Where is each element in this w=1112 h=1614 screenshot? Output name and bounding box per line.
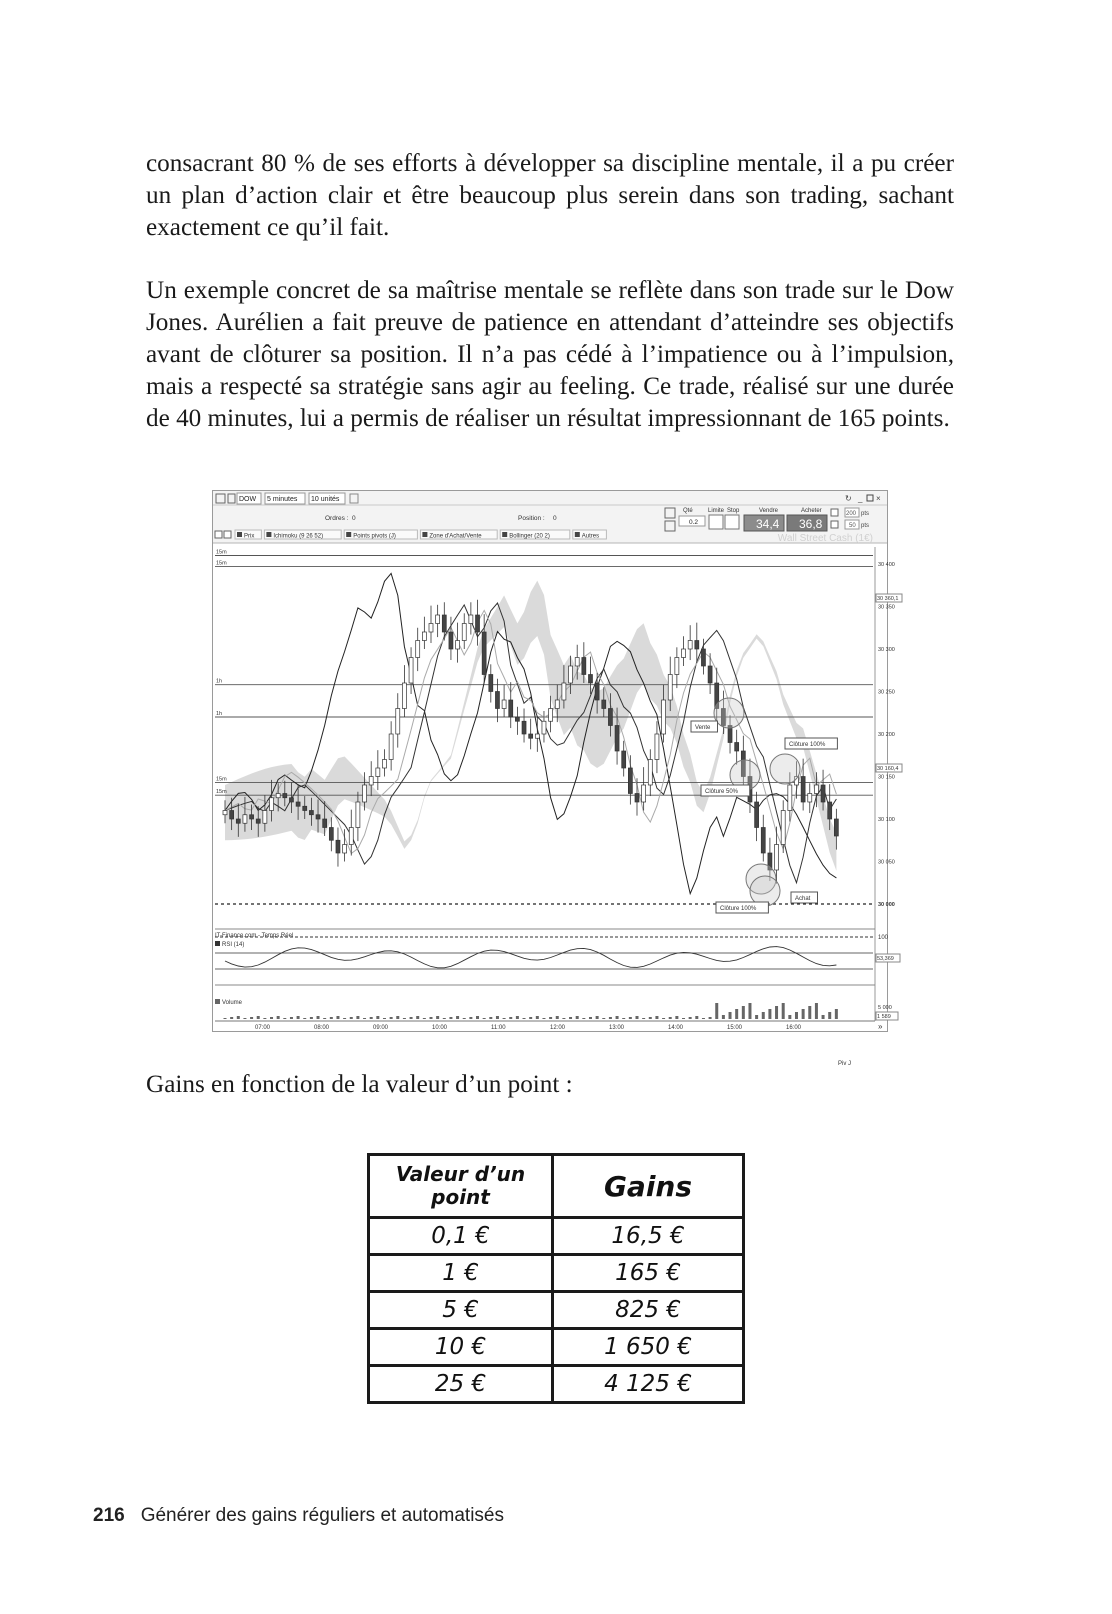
volume-bar bbox=[602, 1018, 605, 1019]
volume-bar bbox=[356, 1016, 359, 1019]
table-row bbox=[369, 1292, 744, 1329]
chart-watermark: Wall Street Cash (1€) bbox=[777, 533, 873, 544]
table-row bbox=[369, 1366, 744, 1403]
minimize-icon: _ bbox=[858, 494, 863, 503]
limit-button[interactable] bbox=[709, 515, 723, 529]
indicator-bar[interactable] bbox=[215, 530, 606, 540]
candle-body bbox=[535, 734, 539, 738]
stop-label: Stop bbox=[727, 508, 740, 514]
qty-value: 0.2 bbox=[689, 519, 699, 526]
candle-body bbox=[502, 700, 506, 709]
close-icon: × bbox=[876, 494, 881, 503]
candle-body bbox=[755, 802, 759, 828]
volume-bar bbox=[788, 1015, 791, 1019]
volume-bar bbox=[237, 1016, 240, 1019]
candle-body bbox=[283, 794, 287, 798]
candle-body bbox=[363, 785, 367, 802]
candle-body bbox=[243, 815, 247, 824]
cell-point-value: 0,1 € bbox=[369, 1218, 553, 1255]
volume-bar bbox=[496, 1016, 499, 1019]
buy-price: 36,8 bbox=[799, 517, 823, 531]
candle-body bbox=[635, 794, 639, 803]
candle-body bbox=[256, 819, 260, 823]
volume-bar bbox=[748, 1003, 751, 1019]
annotation-label: Clôture 100% bbox=[789, 742, 826, 748]
volume-bar bbox=[682, 1018, 685, 1019]
candle-body bbox=[263, 811, 267, 824]
x-tick-label: 12:00 bbox=[550, 1025, 566, 1031]
candle-body bbox=[701, 649, 705, 666]
x-tick-label: 16:00 bbox=[786, 1025, 802, 1031]
volume-value-tag: 1 589 bbox=[877, 1014, 891, 1020]
units-label: 10 unités bbox=[311, 496, 340, 503]
table-row bbox=[369, 1255, 744, 1292]
table-caption: Gains en fonction de la valeur d’un point : bbox=[146, 1071, 573, 1098]
y-tick-label: 30 200 bbox=[878, 732, 895, 738]
annotation-circle bbox=[714, 698, 744, 728]
volume-bar bbox=[224, 1018, 227, 1019]
candle-body bbox=[276, 794, 280, 798]
candle-body bbox=[482, 632, 486, 675]
indicator-swatch bbox=[422, 532, 427, 537]
indicator-label: Autres bbox=[581, 533, 600, 540]
cell-gains: 825 € bbox=[553, 1292, 744, 1329]
volume-bar bbox=[350, 1017, 353, 1019]
level-label: 15m bbox=[216, 549, 227, 556]
indicator-label: Prix bbox=[244, 533, 255, 540]
volume-bar bbox=[416, 1016, 419, 1019]
y-tick-label: 30 100 bbox=[878, 817, 895, 823]
limit-label: Limite bbox=[708, 508, 725, 514]
volume-bar bbox=[775, 1006, 778, 1019]
x-tick-label: 11:00 bbox=[491, 1025, 506, 1031]
candle-body bbox=[522, 721, 526, 734]
volume-bar bbox=[636, 1016, 639, 1019]
candle-body bbox=[509, 700, 513, 717]
candle-body bbox=[814, 785, 818, 794]
candle-body bbox=[396, 709, 400, 735]
candle-body bbox=[329, 828, 333, 841]
volume-bar bbox=[722, 1015, 725, 1019]
table-row bbox=[369, 1218, 744, 1255]
rsi-line bbox=[225, 947, 836, 968]
source-label: IT-Finance.com - Temps Réel bbox=[215, 933, 294, 939]
candle-body bbox=[655, 734, 659, 760]
volume-bar bbox=[436, 1016, 439, 1019]
volume-bar bbox=[430, 1017, 433, 1019]
volume-bar bbox=[729, 1012, 732, 1019]
candle-body bbox=[369, 777, 373, 786]
candle-body bbox=[316, 815, 320, 819]
trading-chart-screenshot bbox=[212, 490, 899, 1067]
volume-bar bbox=[310, 1017, 313, 1019]
indicator-swatch bbox=[266, 532, 271, 537]
candle-body bbox=[515, 717, 519, 721]
candle-body bbox=[675, 658, 679, 675]
add-indicator-icon bbox=[215, 531, 222, 538]
indicator-swatch bbox=[502, 532, 507, 537]
x-tick-label: 07:00 bbox=[255, 1025, 271, 1031]
volume-bar bbox=[449, 1017, 452, 1019]
cell-gains: 165 € bbox=[553, 1255, 744, 1292]
volume-bar bbox=[243, 1018, 246, 1019]
pts-value-1: 200 bbox=[846, 511, 857, 517]
annotation-circle bbox=[770, 754, 800, 784]
rsi-label: RSI (14) bbox=[222, 942, 245, 948]
volume-bar bbox=[456, 1016, 459, 1019]
volume-bar bbox=[523, 1018, 526, 1019]
volume-bar bbox=[263, 1018, 266, 1019]
candle-body bbox=[250, 815, 254, 819]
volume-bar bbox=[250, 1017, 253, 1019]
volume-bar bbox=[383, 1018, 386, 1019]
candle-body bbox=[542, 721, 546, 734]
orders-label: Ordres : bbox=[325, 515, 349, 522]
candle-body bbox=[323, 819, 327, 828]
volume-bar bbox=[396, 1016, 399, 1019]
volume-bar bbox=[336, 1016, 339, 1019]
candle-body bbox=[688, 641, 692, 650]
indicator-swatch bbox=[346, 532, 351, 537]
running-title: Générer des gains réguliers et automatisés bbox=[140, 1505, 505, 1526]
rsi-tick: 100 bbox=[878, 935, 889, 941]
candle-body bbox=[569, 666, 573, 683]
candle-body bbox=[456, 641, 460, 650]
candle-body bbox=[449, 632, 453, 649]
table-row bbox=[369, 1329, 744, 1366]
cell-point-value: 1 € bbox=[369, 1255, 553, 1292]
annotation-label: Clôture 100% bbox=[720, 906, 757, 912]
candle-body bbox=[668, 675, 672, 701]
candle-body bbox=[682, 649, 686, 658]
volume-bar bbox=[403, 1018, 406, 1019]
volume-bar bbox=[370, 1017, 373, 1019]
y-tick-label: 30 150 bbox=[878, 774, 895, 781]
candle-body bbox=[529, 734, 533, 738]
pts-unit-1: pts bbox=[861, 511, 870, 517]
candle-body bbox=[562, 683, 566, 700]
candle-body bbox=[662, 700, 666, 734]
volume-bar bbox=[270, 1017, 273, 1019]
candle-body bbox=[429, 624, 433, 633]
candle-body bbox=[648, 760, 652, 786]
volume-bar bbox=[755, 1015, 758, 1019]
annotation-label: Vente bbox=[695, 725, 711, 731]
header-gains: Gains bbox=[553, 1155, 744, 1218]
volume-bar bbox=[549, 1017, 552, 1019]
candle-body bbox=[781, 811, 785, 845]
candle-body bbox=[469, 615, 473, 624]
page-number: 216 bbox=[93, 1505, 125, 1526]
volume-bar bbox=[410, 1017, 413, 1019]
candle-body bbox=[642, 785, 646, 802]
volume-bar bbox=[802, 1009, 805, 1019]
volume-bar bbox=[609, 1017, 612, 1019]
x-tick-label: 14:00 bbox=[668, 1025, 684, 1031]
volume-bar bbox=[330, 1017, 333, 1019]
candle-body bbox=[230, 811, 234, 820]
candle-body bbox=[608, 709, 612, 726]
remove-indicator-icon bbox=[224, 531, 231, 538]
indicator-swatch bbox=[575, 532, 580, 537]
checkbox-s[interactable] bbox=[831, 521, 838, 528]
header-point-value: Valeur d’un point bbox=[369, 1155, 553, 1218]
volume-bar bbox=[230, 1017, 233, 1019]
candle-body bbox=[416, 641, 420, 658]
volume-bar bbox=[317, 1016, 320, 1019]
y-tick-label: 30 350 bbox=[878, 604, 895, 611]
annotation-label: Clôture 50% bbox=[705, 789, 739, 795]
paragraph-1: consacrant 80 % de ses efforts à développer sa discipline mentale, il a pu créer un plan d’action clair et être beaucoup plus serein dans son trading, sachant exactement ce qu’il fait. bbox=[146, 150, 954, 241]
volume-bar bbox=[695, 1016, 698, 1019]
buy-label: Acheter bbox=[801, 508, 822, 514]
x-tick-label: 10:00 bbox=[432, 1025, 448, 1031]
volume-bar bbox=[828, 1012, 831, 1019]
candle-body bbox=[376, 768, 380, 777]
orders-value: 0 bbox=[352, 515, 356, 522]
stop-button[interactable] bbox=[725, 515, 739, 529]
y-tick-label: 30 300 bbox=[878, 647, 895, 653]
instrument-label: DOW bbox=[239, 496, 257, 503]
volume-bar bbox=[762, 1012, 765, 1019]
candle-body bbox=[462, 624, 466, 641]
volume-bar bbox=[536, 1016, 539, 1019]
volume-bar bbox=[343, 1018, 346, 1019]
candle-body bbox=[336, 840, 340, 853]
sell-price: 34,4 bbox=[756, 517, 780, 531]
candle-body bbox=[349, 828, 353, 845]
volume-bar bbox=[616, 1016, 619, 1019]
pts-value-2: 50 bbox=[849, 523, 856, 529]
candle-body bbox=[409, 658, 413, 684]
volume-bar bbox=[542, 1018, 545, 1019]
volume-bar bbox=[562, 1018, 565, 1019]
volume-bar bbox=[662, 1018, 665, 1019]
volume-bar bbox=[669, 1017, 672, 1019]
volume-bar bbox=[642, 1018, 645, 1019]
price-plot bbox=[215, 547, 902, 1031]
candle-body bbox=[695, 641, 699, 650]
volume-bar bbox=[835, 1009, 838, 1019]
candle-body bbox=[775, 845, 779, 871]
volume-bar bbox=[469, 1017, 472, 1019]
volume-bar bbox=[782, 1003, 785, 1019]
volume-bar bbox=[655, 1016, 658, 1019]
volume-bar bbox=[735, 1009, 738, 1019]
volume-bar bbox=[283, 1018, 286, 1019]
candle-body bbox=[708, 666, 712, 683]
rsi-value-tag: 53,369 bbox=[877, 956, 894, 962]
volume-bar bbox=[589, 1017, 592, 1019]
candle-body bbox=[223, 811, 227, 815]
candle-body bbox=[808, 794, 812, 803]
cell-point-value: 10 € bbox=[369, 1329, 553, 1366]
candle-body bbox=[615, 726, 619, 752]
volume-bar bbox=[795, 1012, 798, 1019]
candle-body bbox=[270, 798, 274, 811]
indicator-label: Zone d'Achat/Vente bbox=[429, 533, 482, 540]
candle-body bbox=[761, 828, 765, 854]
y-tick-label: 30 250 bbox=[878, 689, 895, 696]
volume-bar bbox=[516, 1016, 519, 1019]
cell-gains: 16,5 € bbox=[553, 1218, 744, 1255]
candle-body bbox=[735, 743, 739, 752]
volume-bar bbox=[582, 1018, 585, 1019]
candle-body bbox=[788, 785, 792, 811]
refresh-icon: ↻ bbox=[845, 494, 852, 503]
position-label: Position : bbox=[518, 515, 545, 522]
volume-bar bbox=[303, 1018, 306, 1019]
volume-bar bbox=[768, 1009, 771, 1019]
volume-bar bbox=[443, 1018, 446, 1019]
timeframe-label: 5 minutes bbox=[267, 496, 298, 503]
volume-bar bbox=[569, 1017, 572, 1019]
level-label: 1h bbox=[216, 678, 223, 685]
volume-bar bbox=[423, 1018, 426, 1019]
volume-bar bbox=[742, 1006, 745, 1019]
cell-gains: 1 650 € bbox=[553, 1329, 744, 1366]
price-tag: 30 360,1 bbox=[877, 596, 899, 602]
candle-body bbox=[489, 675, 493, 692]
volume-bar bbox=[390, 1017, 393, 1019]
y-tick-label: 30 000 bbox=[878, 902, 895, 908]
checkbox-l[interactable] bbox=[831, 509, 838, 516]
page-footer bbox=[93, 1505, 504, 1527]
volume-bar bbox=[297, 1016, 300, 1019]
candle-body bbox=[476, 615, 480, 632]
volume-bar bbox=[675, 1016, 678, 1019]
sell-label: Vendre bbox=[759, 508, 779, 514]
volume-bar bbox=[822, 1015, 825, 1019]
volume-bar bbox=[596, 1016, 599, 1019]
volume-bar bbox=[815, 1003, 818, 1019]
x-tick-label: 09:00 bbox=[373, 1025, 389, 1031]
y-tick-label: 30 400 bbox=[878, 562, 895, 568]
volume-bar bbox=[277, 1016, 280, 1019]
indicator-swatch bbox=[237, 532, 242, 537]
volume-bar bbox=[463, 1018, 466, 1019]
candle-body bbox=[588, 675, 592, 684]
pivot-label: Piv J bbox=[838, 1061, 852, 1067]
candle-body bbox=[622, 751, 626, 768]
volume-label: Volume bbox=[222, 1000, 243, 1006]
volume-bar bbox=[257, 1016, 260, 1019]
price-tag: 30 160,4 bbox=[877, 766, 899, 772]
pts-unit-2: pts bbox=[861, 523, 870, 529]
candle-body bbox=[402, 683, 406, 709]
volume-bar bbox=[503, 1018, 506, 1019]
level-label: 15m bbox=[216, 560, 227, 567]
scroll-right-icon: » bbox=[878, 1022, 883, 1031]
volume-bar bbox=[483, 1018, 486, 1019]
candle-body bbox=[828, 802, 832, 819]
table-header-row bbox=[369, 1155, 744, 1218]
volume-bar bbox=[576, 1016, 579, 1019]
volume-bar bbox=[808, 1006, 811, 1019]
candle-body bbox=[389, 734, 393, 760]
candle-body bbox=[834, 819, 838, 836]
candle-body bbox=[422, 632, 426, 641]
volume-tick: 5 000 bbox=[878, 1005, 892, 1011]
indicator-label: Points pivots (J) bbox=[353, 533, 396, 540]
candle-body bbox=[309, 811, 313, 815]
candle-body bbox=[555, 700, 559, 709]
cell-point-value: 25 € bbox=[369, 1366, 553, 1403]
volume-bar bbox=[290, 1017, 293, 1019]
candle-body bbox=[356, 802, 360, 828]
candle-body bbox=[289, 798, 293, 802]
candle-body bbox=[801, 777, 805, 803]
volume-bar bbox=[629, 1017, 632, 1019]
volume-bar bbox=[489, 1017, 492, 1019]
cell-gains: 4 125 € bbox=[553, 1366, 744, 1403]
level-label: 1h bbox=[216, 711, 223, 717]
volume-bar bbox=[622, 1018, 625, 1019]
volume-bar bbox=[709, 1017, 712, 1019]
annotation-label: Achat bbox=[795, 896, 811, 902]
qty-label: Qté bbox=[683, 508, 693, 514]
volume-bar bbox=[702, 1018, 705, 1019]
volume-bar bbox=[323, 1018, 326, 1019]
candle-body bbox=[821, 785, 825, 802]
position-value: 0 bbox=[553, 515, 557, 522]
volume-bar bbox=[689, 1017, 692, 1019]
indicator-label: Bollinger (20 2) bbox=[509, 533, 550, 540]
indicator-label: Ichimoku (9 26 52) bbox=[273, 533, 324, 540]
candle-body bbox=[303, 806, 307, 810]
volume-bar bbox=[529, 1017, 532, 1019]
y-tick-label: 30 050 bbox=[878, 859, 895, 866]
candle-body bbox=[595, 683, 599, 700]
volume-bar bbox=[556, 1016, 559, 1019]
candle-body bbox=[296, 802, 300, 806]
candle-body bbox=[575, 658, 579, 667]
candle-body bbox=[236, 819, 240, 823]
x-tick-label: 15:00 bbox=[727, 1025, 743, 1031]
candle-body bbox=[495, 692, 499, 709]
candle-body bbox=[436, 615, 440, 624]
volume-bar bbox=[649, 1017, 652, 1019]
volume-bar bbox=[509, 1017, 512, 1019]
candle-body bbox=[382, 760, 386, 769]
volume-bar bbox=[476, 1016, 479, 1019]
gains-table bbox=[367, 1153, 745, 1404]
volume-bar bbox=[376, 1016, 379, 1019]
candle-body bbox=[549, 709, 553, 722]
level-label: 15m bbox=[216, 776, 227, 783]
volume-bar bbox=[363, 1018, 366, 1019]
candle-body bbox=[628, 768, 632, 794]
x-tick-label: 13:00 bbox=[609, 1025, 625, 1031]
candle-body bbox=[343, 845, 347, 854]
candle-body bbox=[442, 615, 446, 632]
candle-body bbox=[582, 658, 586, 675]
candle-body bbox=[602, 700, 606, 709]
volume-bar bbox=[715, 1003, 718, 1019]
level-label: 15m bbox=[216, 789, 227, 796]
cell-point-value: 5 € bbox=[369, 1292, 553, 1329]
paragraph-2: Un exemple concret de sa maîtrise mentale se reflète dans son trade sur le Dow Jones. Aurélien a fait preuve de patience en attendant d’atteindre ses objectifs avant de clôturer sa position. Il n’a pas cédé à l’impatience ou à l’impulsion, mais a respecté sa stratégie sans agir au feeling. Ce trade, réalisé sur une durée de 40 minutes, lui a permis de réaliser un résultat impressionnant de 165 points. bbox=[146, 277, 954, 432]
x-tick-label: 08:00 bbox=[314, 1025, 330, 1031]
